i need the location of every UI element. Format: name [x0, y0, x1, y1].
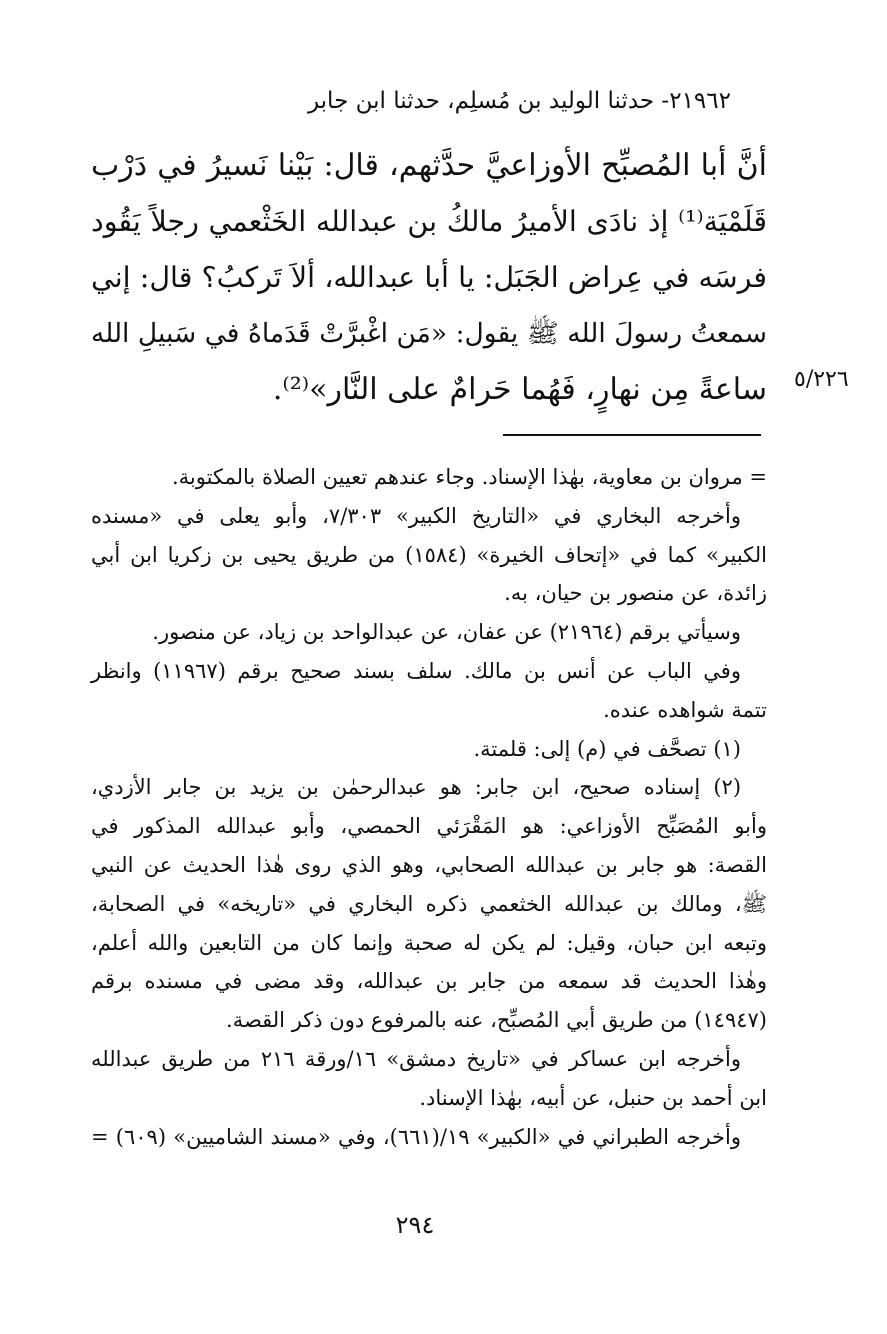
footnote-line: = مروان بن معاوية، بهٰذا الإسناد. وجاء عندهم تعيين الصلاة بالمكتوبة.: [171, 465, 767, 489]
hadith-heading: ٢١٩٦٢- حدثنا الوليد بن مُسلِم، حدثنا ابن جابر: [307, 88, 731, 114]
footnote-line: (١) تصحَّف في (م) إلى: قلمتة.: [473, 736, 741, 761]
footnote-line: وسيأتي برقم (٢١٩٦٤) عن عفان، عن عبدالواحد بن زياد، عن منصور.: [152, 620, 741, 645]
footnote-line: ﷺ، ومالك بن عبدالله الخثعمي ذكره البخاري في «تاريخه» في الصحابة،: [91, 891, 767, 916]
page-number: ٢٩٤: [395, 1211, 435, 1239]
hadith-line: سمعتُ رسولَ الله ﷺ يقول: «مَن اغْبرَّتْ قَدَماهُ في سَبيلِ الله: [91, 318, 767, 349]
footnote-line: وأخرجه ابن عساكر في «تاريخ دمشق» ١٦/ورقة ٢١٦ من طريق عبدالله: [91, 1046, 741, 1071]
footnote-line: تتمة شواهده عنده.: [603, 697, 767, 722]
hadith-line: فرسَه في عِراض الجَبَل: يا أبا عبدالله، ألاَ تَركبُ؟ قال: إني: [91, 261, 767, 294]
hadith-line: أنَّ أبا المُصبِّح الأوزاعيَّ حدَّثهم، قال: بَيْنا نَسيرُ في دَرْب: [91, 148, 767, 183]
footnote-line: وأخرجه البخاري في «التاريخ الكبير» ٧/٣٠٣، وأبو يعلى في «مسنده: [91, 503, 741, 528]
footnote-line: (٢) إسناده صحيح، ابن جابر: هو عبدالرحمٰن بن يزيد بن جابر الأزدي،: [91, 775, 742, 800]
hadith-text: [91, 138, 767, 418]
footnote-line: (١٤٩٤٧) من طريق أبي المُصبِّح، عنه بالمرفوع دون ذكر القصة.: [226, 1008, 767, 1033]
hadith-line: ساعةً مِن نهارٍ، فَهُما حَرامٌ على النَّار»⁽²⁾.: [272, 372, 767, 407]
margin-reference: ٥/٢٢٦: [794, 367, 849, 392]
hadith-line: قَلَمْيَة⁽¹⁾ إذ نادَى الأميرُ مالكُ بن عبدالله الخَثْعمي رجلاً يَقُود: [91, 205, 767, 238]
footnote-line: وهٰذا الحديث قد سمعه من جابر بن عبدالله، وقد مضى في مسنده برقم: [91, 969, 767, 994]
footnote-line: ابن أحمد بن حنبل، عن أبيه، بهٰذا الإسناد.: [419, 1085, 767, 1110]
footnote-line: القصة: هو جابر بن عبدالله الصحابي، وهو الذي روى هٰذا الحديث عن النبي: [91, 852, 767, 877]
footnote-line: وأخرجه الطبراني في «الكبير» ١٩/(٦٦١)، وفي «مسند الشاميين» (٦٠٩) =: [91, 1124, 741, 1149]
footnote-line: وفي الباب عن أنس بن مالك. سلف بسند صحيح برقم (١١٩٦٧) وانظر: [91, 658, 741, 683]
footnote-divider: [503, 434, 761, 436]
footnote-line: الكبير» كما في «إتحاف الخيرة» (١٥٨٤) من طريق يحيى بن زكريا ابن أبي: [91, 542, 768, 567]
footnote-line: زائدة، عن منصور بن حيان، به.: [504, 581, 767, 606]
footnote-line: وتبعه ابن حبان، وقيل: لم يكن له صحبة وإنما كان من التابعين والله أعلم،: [91, 930, 767, 955]
footnotes: [91, 458, 767, 1156]
footnote-line: وأبو المُصَبِّح الأوزاعي: هو المَقْرَئي الحمصي، وأبو عبدالله المذكور في: [91, 814, 767, 839]
